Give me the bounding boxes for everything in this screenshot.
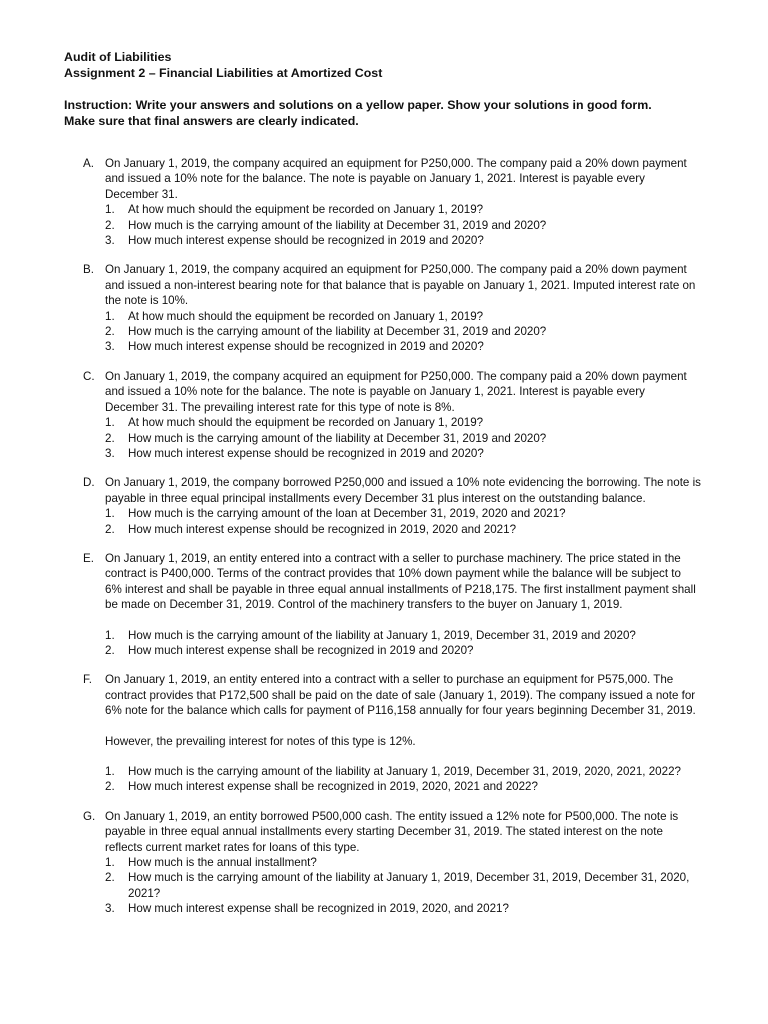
question-item [105,202,728,217]
statement-line: and issued a non-interest bearing note for that balance that is payable on January 1, 2021. Imputed interest rate on [105,278,696,292]
question-number: 1. [105,856,115,870]
question-text: How much is the carrying amount of the liability at January 1, 2019, December 31, 2019, 2020, 2021, 2022? [128,765,681,778]
problem-statement [105,262,728,308]
question-item [105,339,728,354]
question-number: 2. [105,643,115,657]
question-item [105,855,728,870]
question-text: How much is the carrying amount of the liability at January 1, 2019, December 31, 2019, December 31, 2020, [128,871,690,885]
question-number: 3. [105,902,115,916]
question-list [105,855,728,917]
question-number: 2. [105,780,115,794]
statement-line: payable in three equal principal installments every December 31 plus interest on the outstanding balance. [105,491,646,505]
question-item [105,870,728,901]
problem-statement [105,475,728,506]
problem-item [64,551,728,658]
question-item [105,218,728,233]
problem-letter: B. [83,263,94,277]
statement-line: payable in three equal annual installments every starting December 31, 2019. The stated interest on the note [105,825,663,839]
question-text: How much interest expense should be recognized in 2019 and 2020? [128,234,484,248]
question-item [105,643,728,658]
problem-letter: F. [83,673,93,687]
question-item [105,324,728,339]
problem-statement [105,809,728,855]
problem-statement [105,551,728,613]
question-item [105,431,728,446]
question-text: How much interest expense shall be recognized in 2019, 2020, 2021 and 2022? [128,780,538,794]
statement-line: On January 1, 2019, an entity borrowed P500,000 cash. The entity issued a 12% note for P500,000. The note is [105,809,679,823]
statement-line: December 31. [105,187,178,201]
problem-letter: G. [83,809,96,823]
question-text: At how much should the equipment be recorded on January 1, 2019? [128,309,484,323]
problem-statement [105,369,728,415]
question-item [105,779,728,794]
statement-line: contract provides that P172,500 shall be paid on the date of sale (January 1, 2019). The company issued a note for [105,688,696,702]
problem-item [64,475,728,537]
question-number: 1. [105,416,115,430]
question-number: 3. [105,446,115,460]
assignment-title: Assignment 2 – Financial Liabilities at Amortized Cost [64,65,383,80]
question-item [105,415,728,430]
question-number: 2. [105,325,115,339]
question-list [105,202,728,248]
document-course-title: Audit of Liabilities [64,50,172,64]
statement-line: On January 1, 2019, the company acquired an equipment for P250,000. The company paid a 20% down payment [105,157,687,170]
question-number: 3. [105,234,115,248]
question-text: How much is the annual installment? [128,856,317,870]
question-text: At how much should the equipment be recorded on January 1, 2019? [128,203,484,217]
question-number: 2. [105,522,115,536]
statement-line: contract is P400,000. Terms of the contract provides that 10% down payment while the balance will be subject to [105,567,681,581]
question-list [105,415,728,461]
problem-statement [105,672,728,718]
question-number: 2. [105,218,115,232]
problem-item [64,369,728,461]
instruction-block [64,97,728,129]
question-number: 1. [105,507,115,521]
question-number: 1. [105,765,115,778]
statement-line: On January 1, 2019, an entity entered into a contract with a seller to purchase machinery. The price stated in the [105,551,681,565]
question-item [105,309,728,324]
statement-line: On January 1, 2019, an entity entered into a contract with a seller to purchase an equipment for P575,000. The [105,673,674,687]
question-text: 2021? [128,886,161,900]
problem-list [64,156,728,917]
instruction-line: Make sure that final answers are clearly indicated. [64,114,359,128]
question-list [105,764,728,795]
question-number: 2. [105,871,115,885]
question-item [105,506,728,521]
statement-line: and issued a 10% note for the balance. The note is payable on January 1, 2021. Interest is payable every [105,385,645,399]
question-text: How much interest expense shall be recognized in 2019, 2020, and 2021? [128,902,509,916]
question-text: How much is the carrying amount of the liability at January 1, 2019, December 31, 2019 and 2020? [128,628,636,642]
statement-line: and issued a 10% note for the balance. The note is payable on January 1, 2021. Interest is payable every [105,172,645,186]
question-text: How much is the carrying amount of the loan at December 31, 2019, 2020 and 2021? [128,507,566,521]
statement-line: On January 1, 2019, the company acquired an equipment for P250,000. The company paid a 20% down payment [105,369,687,383]
question-list [105,506,728,537]
question-text: How much interest expense shall be recognized in 2019 and 2020? [128,643,474,657]
instruction-line: Instruction: Write your answers and solutions on a yellow paper. Show your solutions in good form. [64,98,652,112]
question-text: How much is the carrying amount of the liability at December 31, 2019 and 2020? [128,218,547,232]
question-item [105,233,728,248]
question-text: At how much should the equipment be recorded on January 1, 2019? [128,416,484,430]
question-item [105,901,728,916]
question-text: How much is the carrying amount of the liability at December 31, 2019 and 2020? [128,325,547,339]
question-number: 1. [105,203,115,217]
question-list [105,628,728,659]
question-item [105,628,728,643]
problem-letter: D. [83,476,95,490]
question-item [105,522,728,537]
question-number: 3. [105,340,115,354]
problem-statement [105,156,728,202]
question-list [105,309,728,355]
problem-letter: C. [83,369,95,383]
problem-note: However, the prevailing interest for notes of this type is 12%. [105,734,416,748]
statement-line: be made on December 31, 2019. Control of the machinery transfers to the buyer on January 1, 2019. [105,598,623,612]
statement-line: On January 1, 2019, the company acquired an equipment for P250,000. The company paid a 20% down payment [105,263,687,277]
statement-line: 6% note for the balance which calls for payment of P116,158 annually for four years beginning December 31, 2019. [105,704,696,718]
question-item [105,446,728,461]
statement-line: December 31. The prevailing interest rate for this type of note is 8%. [105,400,455,414]
question-text: How much interest expense should be recognized in 2019 and 2020? [128,446,484,460]
question-number: 2. [105,431,115,445]
question-text: How much interest expense should be recognized in 2019 and 2020? [128,340,484,354]
question-item [105,764,728,779]
question-text: How much interest expense should be recognized in 2019, 2020 and 2021? [128,522,517,536]
question-text: How much is the carrying amount of the liability at December 31, 2019 and 2020? [128,431,547,445]
problem-item [64,156,728,248]
statement-line: 6% interest and shall be payable in three equal annual installments of P218,175. The first installment payment shall [105,582,696,596]
statement-line: reflects current market rates for loans of this type. [105,840,360,854]
problem-item [64,809,728,917]
problem-item [64,672,728,794]
problem-item [64,262,728,354]
question-number: 1. [105,309,115,323]
problem-letter: E. [83,551,94,565]
question-number: 1. [105,628,115,642]
problem-letter: A. [83,157,94,170]
statement-line: On January 1, 2019, the company borrowed P250,000 and issued a 10% note evidencing the borrowing. The note is [105,476,701,490]
statement-line: the note is 10%. [105,294,189,308]
